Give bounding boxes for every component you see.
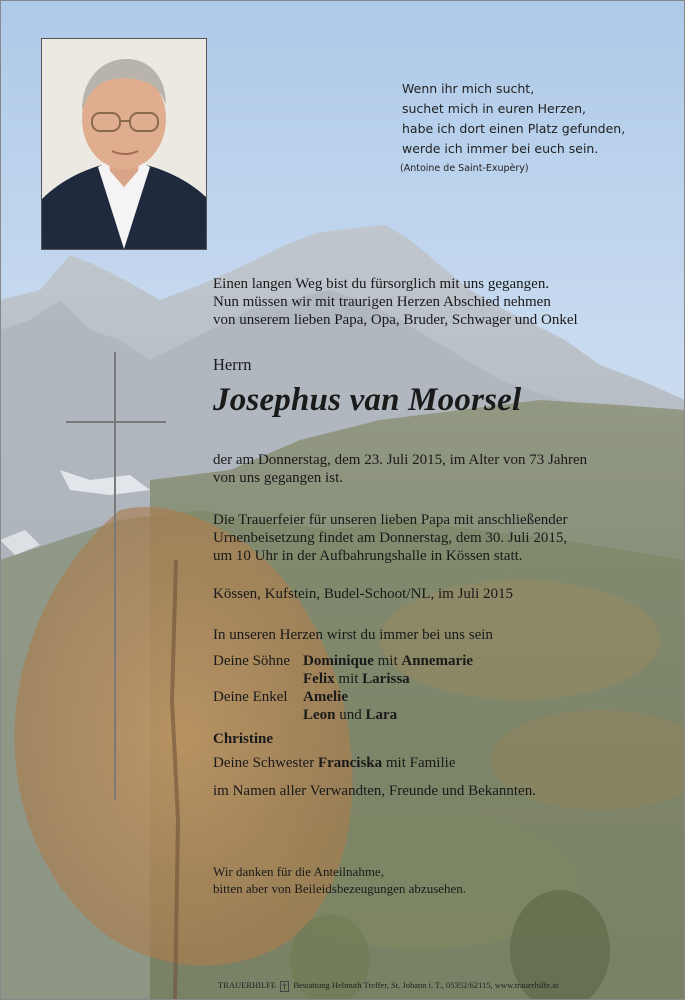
place-date: Kössen, Kufstein, Budel-Schoot/NL, im Juli 2015 [213,586,513,602]
poem-line: suchet mich in euren Herzen, [402,101,587,116]
son-row-1 [303,653,473,670]
sons-label: Deine Söhne [213,653,291,669]
sister-suffix: mit Familie [385,755,456,771]
christine-name-text: Christine [213,731,273,747]
relatives-text: im Namen aller Verwandten, Freunde und Bekannten. [213,783,536,799]
poem-line: Wenn ihr mich sucht, [402,81,535,96]
death-notice-line: der am Donnerstag, dem 23. Juli 2015, im Alter von 73 Jahren [213,452,588,468]
footer-text: Bestattung Helmuth Treffer, St. Johann i. T., 05352/62115, www.trauerhilfe.at [293,980,559,990]
footer [218,980,558,992]
funeral-line: Urnenbeisetzung findet am Donnerstag, dem 30. Juli 2015, [213,530,568,546]
grandchild-name: Lara [365,707,398,723]
grandchild-name: Amelie [303,689,348,705]
funeral-info [213,511,567,565]
deceased-name: Josephus van Moorsel [213,382,522,418]
salutation: Herrn [213,355,252,374]
grandchild-row-2 [303,707,397,724]
death-notice-line: von uns gegangen ist. [213,470,343,486]
thanks-line: bitten aber von Beileidsbezeugungen abzusehen. [213,881,467,896]
funeral-line: um 10 Uhr in der Aufbahrungshalle in Kössen statt. [213,548,523,564]
son-name: Dominique [303,653,374,669]
with-text: mit [377,653,398,669]
son-row-2 [303,671,410,688]
cross-icon-horizontal [66,421,166,423]
intro-text [213,275,578,329]
poem-author: (Antoine de Saint-Exupèry) [400,163,529,174]
motto: In unseren Herzen wirst du immer bei uns sein [213,627,493,643]
portrait-illustration [42,39,206,249]
with-text: mit [338,671,359,687]
grandchild-row-1 [303,689,348,706]
portrait-photo [41,38,207,250]
intro-line: Einen langen Weg bist du fürsorglich mit uns gegangen. [213,276,550,292]
poem [402,79,625,159]
partner-name: Annemarie [401,653,474,669]
death-notice [213,451,587,487]
intro-line: Nun müssen wir mit traurigen Herzen Abschied nehmen [213,294,551,310]
footer-brand: TRAUERHILFE [218,980,277,990]
sister-name: Franciska [317,755,383,771]
and-text: und [339,707,362,723]
grandchildren-label: Deine Enkel [213,689,288,705]
poem-line: werde ich immer bei euch sein. [402,141,599,156]
grandchild-name: Leon [303,707,336,723]
partner-name: Larissa [362,671,410,687]
christine-name [213,731,273,748]
funeral-line: Die Trauerfeier für unseren lieben Papa mit anschließender [213,512,568,528]
sister-row [213,755,455,772]
intro-line: von unserem lieben Papa, Opa, Bruder, Schwager und Onkel [213,312,578,328]
son-name: Felix [303,671,335,687]
cross-icon-vertical [114,352,116,800]
thanks-line: Wir danken für die Anteilnahme, [213,864,384,879]
funeral-home-logo-icon [280,981,289,992]
poem-line: habe ich dort einen Platz gefunden, [402,121,626,136]
thanks-text [213,863,466,897]
sister-label: Deine Schwester [213,755,315,771]
